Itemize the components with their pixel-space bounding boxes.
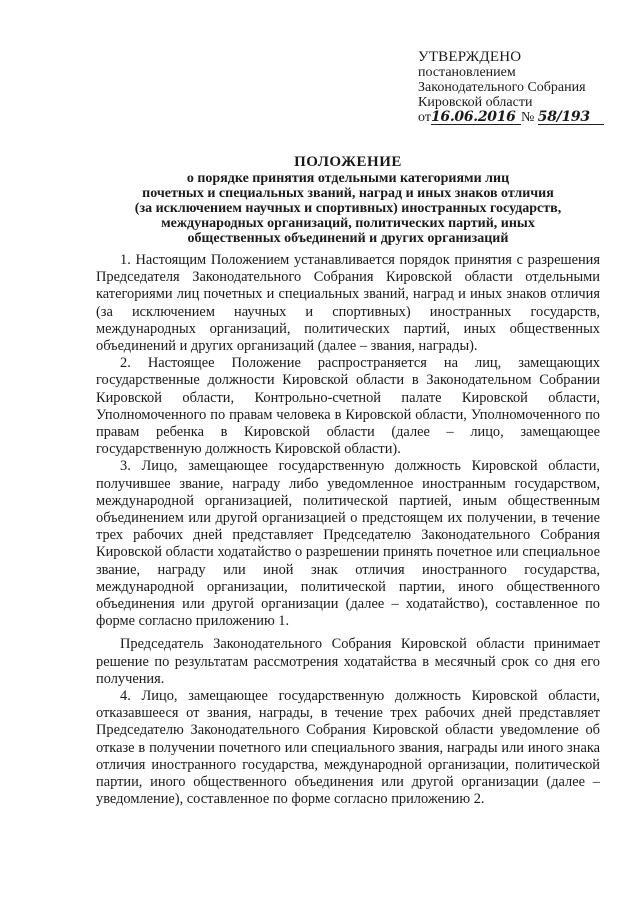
document-title: ПОЛОЖЕНИЕ [294, 154, 402, 170]
approval-date-line [418, 110, 618, 125]
subtitle-line: общественных объединений и других организаций [187, 231, 509, 246]
approval-line-2: Законодательного Собрания [418, 80, 586, 95]
document-body [96, 252, 600, 809]
approval-stamp-block [418, 50, 618, 125]
document-title-block [96, 154, 600, 246]
paragraph-1: 1. Настоящим Положением устанавливается порядок принятия с разрешения Председателя Законодательного Собрания Кировской области отдельными категориями лиц почетных и специальных званий, наград и иных знаков отличия (за исключением научных и спортивных) иностранных государств, международных организаций, политических партий, иных общественных объединений и других организаций (далее – звания, награды). [96, 252, 600, 355]
subtitle-line: о порядке принятия отдельными категориями лиц [186, 171, 510, 186]
approved-heading: УТВЕРЖДЕНО [418, 49, 522, 65]
subtitle-line: (за исключением научных и спортивных) иностранных государств, [134, 201, 562, 216]
approval-line-3: Кировской области [418, 95, 533, 110]
paragraph-3-decision: Председатель Законодательного Собрания Кировской области принимает решение по результатам рассмотрения ходатайства в месячный срок со дня его получения. [96, 636, 600, 687]
paragraph-2: 2. Настоящее Положение распространяется на лиц, замещающих государственные должности Кировской области в Законодательном Собрании Кировской области, Контрольно-счетной палате Кировской области, Уполномоченного по правам человека в Кировской области, Уполномоченного по правам ребенка в Кировской области (далее – лицо, замещающее государственную должность Кировской области). [96, 355, 600, 458]
handwritten-number: 58/193 [538, 110, 604, 125]
number-label: № [520, 110, 535, 125]
approval-line-1: постановлением [418, 65, 516, 80]
handwritten-date: 16.06.2016 [431, 110, 521, 125]
from-label: от [418, 110, 431, 125]
paragraph-3: 3. Лицо, замещающее государственную должность Кировской области, получившее звание, награду либо уведомленное иностранным государством, международной организацией, политической партией, иным общественным объединением или другой организацией о предстоящем их получении, в течение трех рабочих дней представляет Председателю Законодательного Собрания Кировской области ходатайство о разрешении принять почетное или специальное звание, награду или иной знак отличия иностранного государства, международной организации, политической партии, иного общественного объединения или другой организации (далее – ходатайство), составленное по форме согласно приложению 1. [96, 458, 600, 630]
paragraph-4: 4. Лицо, замещающее государственную должность Кировской области, отказавшееся от звания, награды, в течение трех рабочих дней представляет Председателю Законодательного Собрания Кировской области уведомление об отказе в получении почетного или специального звания, награды или иного знака отличия иностранного государства, международной организации, политической партии, иного общественного объединения или другой организации (далее – уведомление), составленное по форме согласно приложению 2. [96, 688, 600, 808]
subtitle-line: почетных и специальных званий, наград и иных знаков отличия [142, 186, 554, 201]
subtitle-line: международных организаций, политических партий, иных [161, 216, 535, 231]
